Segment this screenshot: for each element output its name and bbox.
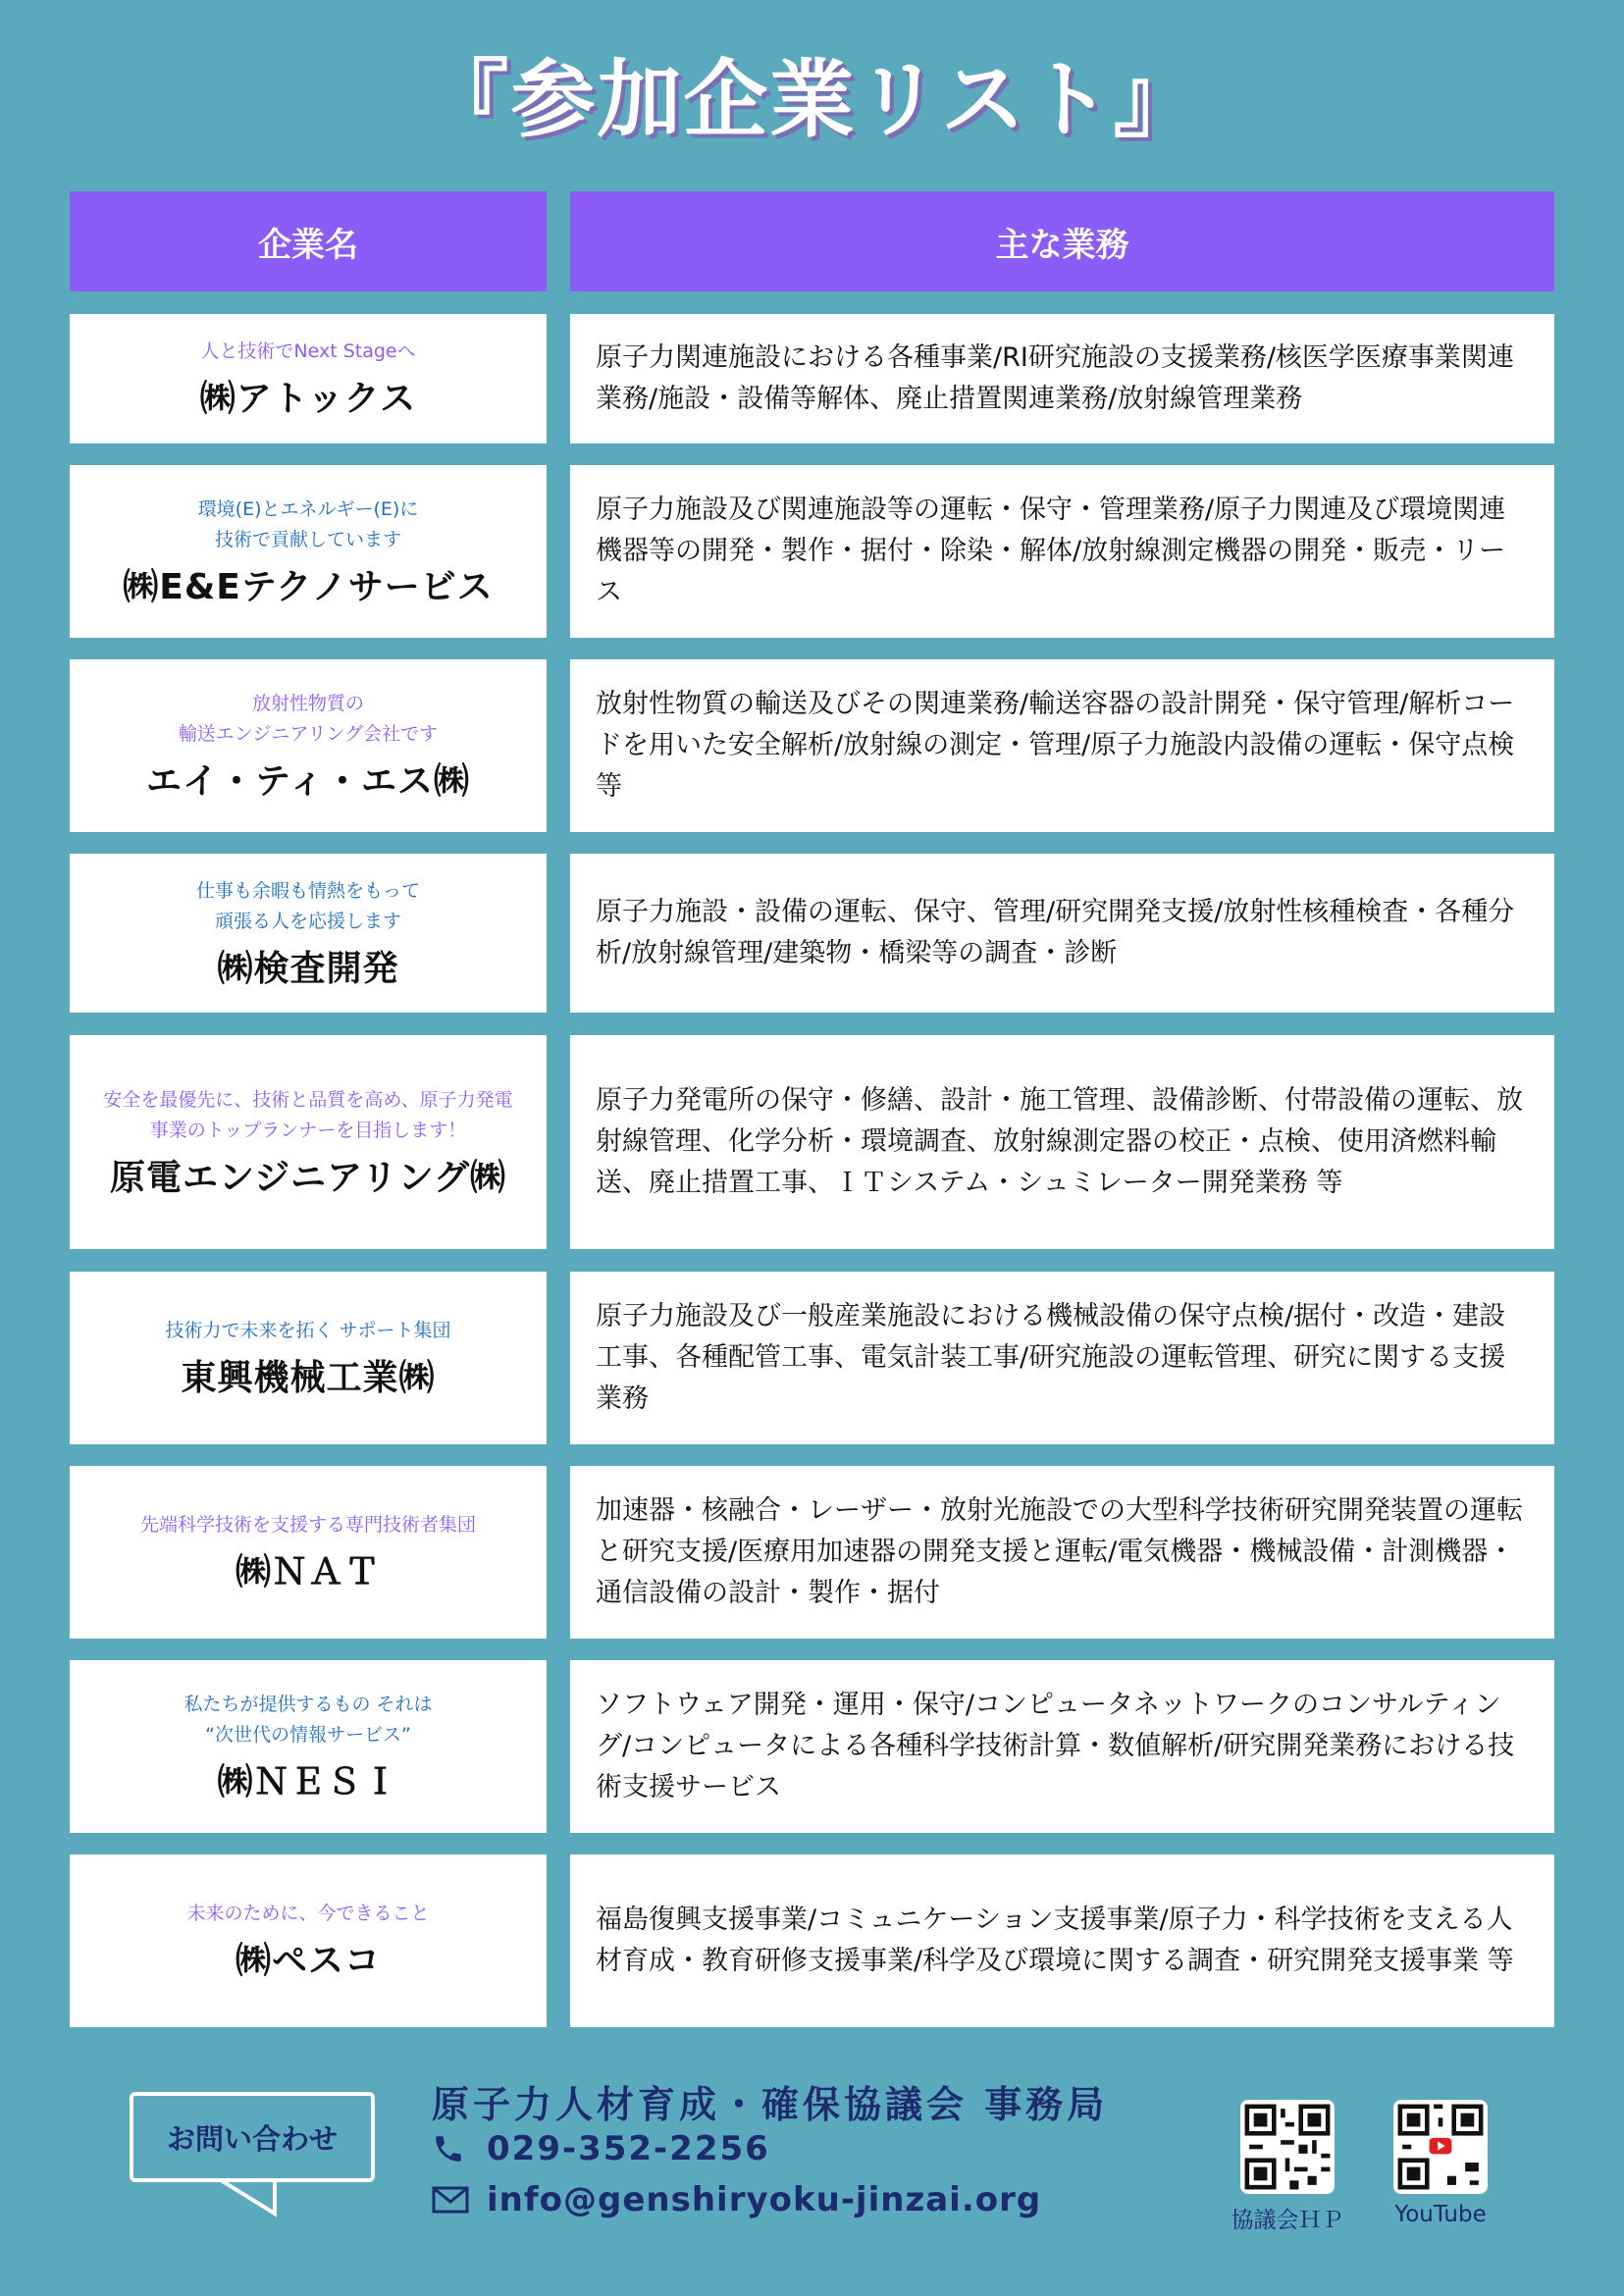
company-name: ㈱検査開発 (217, 948, 399, 989)
company-cell (70, 1272, 547, 1444)
phone-icon (432, 2131, 475, 2166)
qr-label-youtube: YouTube (1394, 2202, 1487, 2227)
mail-icon (432, 2185, 475, 2215)
table-row (70, 1854, 1554, 2027)
business-cell (570, 1854, 1554, 2027)
org-name: 原子力人材育成・確保協議会 事務局 (432, 2083, 1109, 2126)
email-address[interactable]: info@genshiryoku-jinzai.org (487, 2180, 1042, 2219)
business-description: ソフトウェア開発・運用・保守/コンピュータネットワークのコンサルティング/コンピュータによる各種科学技術計算・数値解析/研究開発業務における技術支援サービス (596, 1690, 1515, 1802)
table-row (70, 314, 1554, 444)
business-cell (570, 854, 1554, 1013)
company-tagline: 安全を最優先に、技術と品質を高め、原子力発電 (103, 1088, 513, 1111)
email-line (432, 2180, 1041, 2219)
business-cell (570, 314, 1554, 444)
speech-bubble-tail-icon (216, 2178, 285, 2218)
company-name: ㈱E&Eテクノサービス (123, 566, 494, 607)
contact-label: お問い合わせ (166, 2121, 338, 2156)
table-row (70, 1466, 1554, 1639)
business-cell (570, 465, 1554, 638)
company-tagline: 技術で貢献しています (214, 528, 401, 550)
business-description: 福島復興支援事業/コミュニケーション支援事業/原子力・科学技術を支える人材育成・教育研修支援事業/科学及び環境に関する調査・研究開発支援事業 等 (596, 1905, 1514, 1976)
qr-label-website: 協議会ＨＰ (1231, 2208, 1344, 2233)
contact-label-box (130, 2092, 375, 2182)
company-tagline: 未来のために、今できること (186, 1903, 430, 1924)
table-row (70, 854, 1554, 1013)
company-cell (70, 465, 547, 638)
company-name: ㈱ＮＡＴ (235, 1552, 381, 1592)
company-tagline: 技術力で未来を拓く サポート集団 (165, 1320, 451, 1341)
business-description: 加速器・核融合・レーザー・放射光施設での大型科学技術研究開発装置の運転と研究支援/医療用加速器の開発支援と運転/電気機器・機械設備・計測機器・通信設備の設計・製作・据付 (596, 1495, 1523, 1608)
business-description: 放射性物質の輸送及びその関連業務/輸送容器の設計開発・保守管理/解析コードを用いた安全解析/放射線の測定・管理/原子力施設内設備の運転・保守点検 等 (596, 689, 1515, 802)
table-row (70, 1660, 1554, 1833)
company-tagline: 頑張る人を応援します (214, 910, 401, 932)
company-cell (70, 1854, 547, 2027)
company-cell (70, 854, 547, 1013)
business-cell (570, 1660, 1554, 1833)
company-name: ㈱アトックス (199, 379, 417, 419)
column-header-company: 企業名 (70, 191, 547, 291)
business-cell (570, 1035, 1554, 1249)
company-cell (70, 1466, 547, 1639)
table-row (70, 659, 1554, 832)
table-row (70, 465, 1554, 638)
company-name: ㈱ペスコ (235, 1941, 381, 1981)
company-tagline: 放射性物質の (251, 692, 364, 714)
company-cell (70, 1035, 547, 1249)
business-description: 原子力施設及び一般産業施設における機械設備の保守点検/据付・改造・建設工事、各種配管工事、電気計装工事/研究施設の運転管理、研究に関する支援業務 (596, 1301, 1506, 1414)
business-description: 原子力施設・設備の運転、保守、管理/研究開発支援/放射性核種検査・各種分析/放射線管理/建築物・橋梁等の調査・診断 (596, 897, 1515, 968)
table-row (70, 1272, 1554, 1444)
business-description: 原子力施設及び関連施設等の運転・保守・管理業務/原子力関連及び環境関連機器等の開発・製作・据付・除染・解体/放射線測定機器の開発・販売・リース (596, 495, 1506, 607)
business-description: 原子力関連施設における各種事業/RI研究施設の支援業務/核医学医療事業関連業務/施設・設備等解体、廃止措置関連業務/放射線管理業務 (596, 342, 1514, 414)
column-header-business: 主な業務 (570, 191, 1554, 291)
company-tagline: 事業のトップランナーを目指します！ (149, 1119, 467, 1141)
qr-code-youtube-icon[interactable] (1393, 2100, 1488, 2194)
company-tagline: “次世代の情報サービス” (205, 1723, 411, 1746)
company-cell (70, 1660, 547, 1833)
qr-code-website-icon[interactable] (1240, 2100, 1335, 2194)
phone-number[interactable]: 029-352-2256 (487, 2129, 770, 2168)
company-name: 東興機械工業㈱ (181, 1358, 436, 1398)
company-name: 原電エンジニアリング㈱ (110, 1157, 506, 1198)
company-tagline: 人と技術でNext Stageへ (200, 340, 416, 362)
business-cell (570, 659, 1554, 832)
company-tagline: 環境(E)とエネルギー(E)に (197, 497, 419, 520)
company-tagline: 先端科学技術を支援する専門技術者集団 (139, 1514, 476, 1536)
company-cell (70, 314, 547, 444)
page-title: 『参加企業リスト』 (424, 51, 1200, 149)
table-row (70, 1035, 1554, 1249)
business-description: 原子力発電所の保守・修繕、設計・施工管理、設備診断、付帯設備の運転、放射線管理、化学分析・環境調査、放射線測定器の校正・点検、使用済燃料輸送、廃止措置工事、ＩＴシステム・シュミレーター開発業務 等 (596, 1085, 1523, 1198)
company-tagline: 仕事も余暇も情熱をもって (195, 879, 420, 902)
company-name: エイ・ティ・エス㈱ (145, 760, 471, 802)
company-name: ㈱ＮＥＳＩ (217, 1761, 399, 1802)
phone-line (432, 2129, 770, 2168)
company-cell (70, 659, 547, 832)
business-cell (570, 1466, 1554, 1639)
company-tagline: 輸送エンジニアリング会社です (178, 722, 439, 745)
business-cell (570, 1272, 1554, 1444)
company-tagline: 私たちが提供するもの それは (183, 1693, 433, 1715)
